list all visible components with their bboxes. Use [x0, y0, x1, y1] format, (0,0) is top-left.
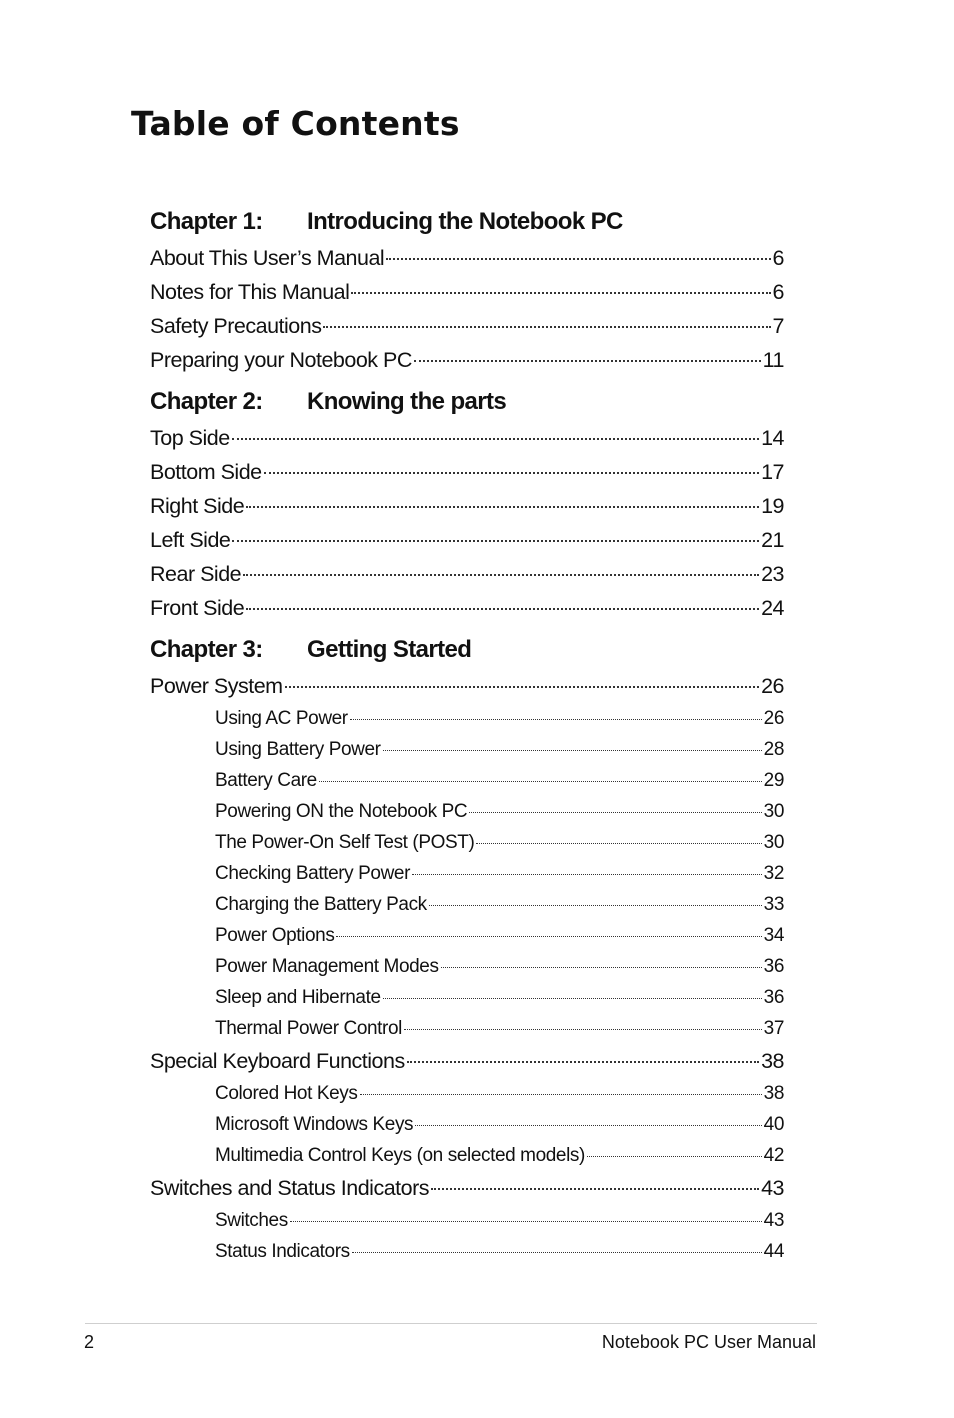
table-of-contents: [150, 203, 784, 1267]
toc-entry-text: Top Side: [150, 426, 230, 450]
toc-entry-text: Using Battery Power: [215, 739, 381, 760]
toc-entry[interactable]: [150, 343, 784, 377]
toc-subentry[interactable]: [215, 1078, 784, 1109]
toc-entry[interactable]: [150, 455, 784, 489]
toc-entry-text: About This User’s Manual: [150, 246, 385, 270]
toc-entry-text: Power Management Modes: [215, 956, 439, 977]
chapter-title: Getting Started: [307, 636, 472, 663]
dot-leader: [476, 843, 761, 844]
toc-entry-text: Bottom Side: [150, 460, 262, 484]
toc-entry[interactable]: [150, 1044, 784, 1078]
dot-leader: [469, 812, 761, 813]
dot-leader: [336, 936, 761, 937]
toc-subentry[interactable]: [215, 858, 784, 889]
dot-leader: [246, 506, 759, 508]
toc-subentry[interactable]: [215, 796, 784, 827]
toc-entry[interactable]: [150, 591, 784, 625]
toc-entry-text: Right Side: [150, 494, 245, 518]
toc-entry-page: 36: [763, 956, 784, 977]
toc-entry-page: 26: [761, 674, 784, 698]
page-title: Table of Contents: [131, 104, 460, 143]
toc-entry[interactable]: [150, 421, 784, 455]
toc-entry-page: 29: [763, 770, 784, 791]
toc-entry-page: 38: [761, 1049, 784, 1073]
dot-leader: [441, 967, 762, 968]
toc-entry[interactable]: [150, 557, 784, 591]
toc-entry-text: Powering ON the Notebook PC: [215, 801, 468, 822]
toc-entry-text: Left Side: [150, 528, 231, 552]
chapter-2-heading: [150, 383, 784, 421]
dot-leader: [243, 574, 759, 576]
toc-entry-page: 38: [763, 1083, 784, 1104]
dot-leader: [290, 1221, 762, 1222]
toc-entry-page: 11: [762, 348, 784, 372]
toc-subentry[interactable]: [215, 982, 784, 1013]
toc-entry-text: Front Side: [150, 596, 245, 620]
toc-entry-page: 28: [763, 739, 784, 760]
toc-entry-text: Special Keyboard Functions: [150, 1049, 405, 1073]
toc-entry-text: Sleep and Hibernate: [215, 987, 381, 1008]
toc-entry[interactable]: [150, 275, 784, 309]
chapter-number: Chapter 1:: [150, 208, 263, 235]
toc-entry-page: 23: [761, 562, 784, 586]
toc-entry-text: Using AC Power: [215, 708, 348, 729]
dot-leader: [431, 1188, 759, 1190]
toc-entry-page: 44: [763, 1241, 784, 1262]
toc-subentry[interactable]: [215, 951, 784, 982]
toc-entry-text: Thermal Power Control: [215, 1018, 402, 1039]
toc-entry-text: Power System: [150, 674, 283, 698]
toc-entry[interactable]: [150, 241, 784, 275]
toc-entry-page: 19: [761, 494, 784, 518]
dot-leader: [407, 1061, 759, 1063]
dot-leader: [350, 719, 762, 720]
dot-leader: [429, 905, 762, 906]
toc-subentry[interactable]: [215, 1236, 784, 1267]
toc-entry[interactable]: [150, 309, 784, 343]
dot-leader: [414, 360, 761, 362]
chapter-number: Chapter 2:: [150, 388, 263, 415]
dot-leader: [404, 1029, 762, 1030]
toc-entry-page: 43: [761, 1176, 784, 1200]
dot-leader: [323, 326, 770, 328]
dot-leader: [587, 1156, 762, 1157]
toc-entry-text: Rear Side: [150, 562, 242, 586]
toc-subentry[interactable]: [215, 1140, 784, 1171]
toc-subentry[interactable]: [215, 1013, 784, 1044]
toc-entry-text: Multimedia Control Keys (on selected models): [215, 1145, 585, 1166]
toc-entry-page: 32: [763, 863, 784, 884]
toc-entry-page: 40: [763, 1114, 784, 1135]
toc-entry-page: 37: [763, 1018, 784, 1039]
dot-leader: [351, 292, 770, 294]
toc-subentry[interactable]: [215, 703, 784, 734]
toc-entry-text: Safety Precautions: [150, 314, 322, 338]
dot-leader: [232, 438, 759, 440]
toc-entry-text: Checking Battery Power: [215, 863, 411, 884]
dot-leader: [383, 998, 762, 999]
toc-subentry[interactable]: [215, 1109, 784, 1140]
dot-leader: [412, 874, 762, 875]
dot-leader: [415, 1125, 762, 1126]
toc-entry-text: Notes for This Manual: [150, 280, 350, 304]
chapter-3-heading: [150, 631, 784, 669]
dot-leader: [386, 258, 770, 260]
toc-entry-page: 7: [772, 314, 784, 338]
dot-leader: [285, 686, 759, 688]
dot-leader: [264, 472, 759, 474]
toc-entry-text: The Power-On Self Test (POST): [215, 832, 475, 853]
toc-entry-text: Status Indicators: [215, 1241, 350, 1262]
toc-entry-text: Switches: [215, 1210, 288, 1231]
toc-entry-page: 30: [763, 832, 784, 853]
toc-entry-text: Switches and Status Indicators: [150, 1176, 429, 1200]
toc-subentry[interactable]: [215, 920, 784, 951]
footer-divider: [85, 1323, 817, 1324]
toc-entry-page: 43: [763, 1210, 784, 1231]
toc-entry-text: Microsoft Windows Keys: [215, 1114, 414, 1135]
chapter-1-heading: [150, 203, 784, 241]
dot-leader: [246, 608, 759, 610]
toc-entry-page: 6: [772, 246, 784, 270]
toc-entry-page: 6: [772, 280, 784, 304]
chapter-number: Chapter 3:: [150, 636, 263, 663]
toc-entry-page: 17: [761, 460, 784, 484]
dot-leader: [352, 1252, 762, 1253]
toc-entry-page: 42: [763, 1145, 784, 1166]
toc-subentry[interactable]: [215, 734, 784, 765]
dot-leader: [319, 781, 762, 782]
footer-manual-title: Notebook PC User Manual: [601, 1332, 816, 1352]
toc-entry-text: Preparing your Notebook PC: [150, 348, 412, 372]
toc-entry-page: 33: [763, 894, 784, 915]
toc-entry[interactable]: [150, 669, 784, 703]
dot-leader: [360, 1094, 762, 1095]
toc-subentry[interactable]: [215, 827, 784, 858]
toc-entry-page: 36: [763, 987, 784, 1008]
toc-entry-page: 34: [763, 925, 784, 946]
toc-entry[interactable]: [150, 523, 784, 557]
toc-entry-page: 21: [761, 528, 784, 552]
dot-leader: [383, 750, 762, 751]
toc-subentry[interactable]: [215, 765, 784, 796]
toc-entry-text: Charging the Battery Pack: [215, 894, 427, 915]
toc-entry-text: Colored Hot Keys: [215, 1083, 358, 1104]
footer-page-number: 2: [84, 1332, 95, 1352]
toc-entry-page: 14: [761, 426, 784, 450]
toc-entry[interactable]: [150, 489, 784, 523]
toc-entry-text: Power Options: [215, 925, 335, 946]
chapter-title: Knowing the parts: [307, 388, 507, 415]
toc-entry-page: 30: [763, 801, 784, 822]
dot-leader: [232, 540, 759, 542]
toc-entry-page: 24: [761, 596, 784, 620]
toc-entry[interactable]: [150, 1171, 784, 1205]
toc-entry-text: Battery Care: [215, 770, 317, 791]
toc-subentry[interactable]: [215, 889, 784, 920]
chapter-title: Introducing the Notebook PC: [307, 208, 623, 235]
toc-subentry[interactable]: [215, 1205, 784, 1236]
toc-entry-page: 26: [763, 708, 784, 729]
